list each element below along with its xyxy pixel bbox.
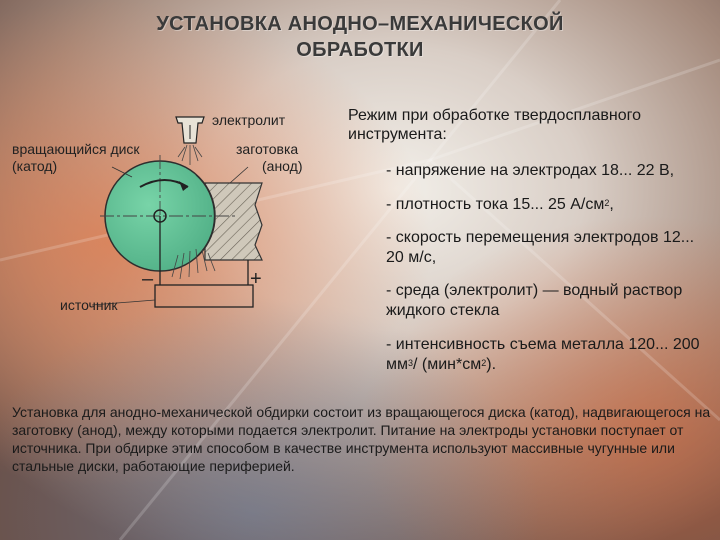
disk-label-line-2: (катод) xyxy=(12,158,58,174)
page-title-line-1: УСТАНОВКА АНОДНО–МЕХАНИЧЕСКОЙ xyxy=(156,13,564,35)
mode-removal-rate: - интенсивность съема металла 120... 200 $мм^3/$ $(мин*см^2)$. xyxy=(386,336,700,373)
mode-medium: - среда (электролит) — водный раствор жидкого стекла xyxy=(386,282,683,319)
anode-mechanical-diagram xyxy=(0,95,340,320)
page-title-line-2: ОБРАБОТКИ xyxy=(296,39,424,61)
mode-heading: Режим при обработке твердосплавного инструмента: xyxy=(348,107,641,143)
workpiece-label-line-2: (анод) xyxy=(262,158,303,174)
description-paragraph: Установка для анодно-механической обдирки состоит из вращающегося диска (катод), надвигающегося на заготовку (анод), между которыми подается электролит. Питание на электроды установки поступает от источника. При обдирке этим способом в качестве инструмента используют массивные чугунные или стальные диски, работающие периферией. xyxy=(12,404,711,474)
electrolyte-label: электролит xyxy=(212,112,286,128)
mode-speed: - скорость перемещения электродов 12... 20 м/с, xyxy=(386,229,695,266)
minus-terminal: – xyxy=(142,268,154,290)
disk-label-line-1: вращающийся диск xyxy=(12,141,140,157)
source-label: источник xyxy=(60,297,118,313)
power-source xyxy=(155,285,253,307)
workpiece-label-line-1: заготовка xyxy=(236,141,299,157)
electrolyte-spray-icon xyxy=(178,145,202,165)
mode-current-density: - плотность тока 15... 25 $А/см^2$, xyxy=(386,196,614,213)
mode-voltage: - напряжение на электродах 18... 22 В, xyxy=(386,162,675,179)
plus-terminal: + xyxy=(250,268,262,290)
